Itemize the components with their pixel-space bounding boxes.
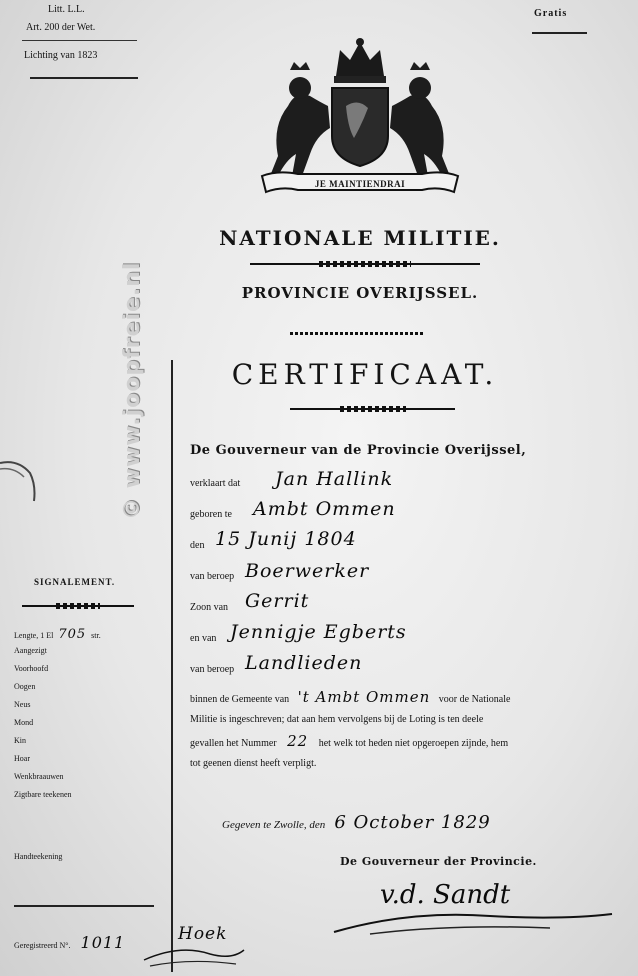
birthplace-handwritten: Ambt Ommen <box>253 498 396 520</box>
divider <box>14 905 154 907</box>
dateline <box>222 812 491 833</box>
gratis-label: Gratis <box>534 8 568 19</box>
sig-hoar: Hoar <box>14 754 30 763</box>
title-provincie: PROVINCIE OVERIJSSEL. <box>241 284 479 302</box>
governor-title: De Gouverneur der Provincie. <box>340 855 537 868</box>
den-label: den <box>190 540 205 551</box>
lengte-unit: str. <box>91 631 101 640</box>
paper-tear-mark <box>0 455 40 505</box>
sig-oogen: Oogen <box>14 682 36 691</box>
parents-occupation-handwritten: Landlieden <box>245 652 363 674</box>
lengte-row <box>14 627 101 642</box>
sig-neus: Neus <box>14 700 31 709</box>
body-line-1 <box>190 689 510 708</box>
body-text: gevallen het Nummer <box>190 738 277 749</box>
divider <box>532 32 587 34</box>
beroep-label: van beroep <box>190 571 235 582</box>
body-text: het welk tot heden niet opgeroepen zijnde, hem <box>318 738 509 749</box>
body-line-4: tot geenen dienst heeft verpligt. <box>190 758 317 769</box>
date-handwritten: 6 October 1829 <box>334 812 491 833</box>
handteekening-label: Handteekening <box>14 852 63 861</box>
zoon-label: Zoon van <box>190 602 229 613</box>
sig-zigtbare-teekenen: Zigtbare teekenen <box>14 790 72 799</box>
lichting-label: Lichting van 1823 <box>24 50 98 61</box>
geregistreerd-row <box>14 933 125 952</box>
geboren-label: geboren te <box>190 509 232 520</box>
lottery-number-handwritten: 22 <box>287 732 309 750</box>
dateline-text: Gegeven te Zwolle, den <box>222 819 326 831</box>
body-line-3 <box>190 733 508 752</box>
ornament-divider <box>22 603 134 609</box>
dashed-divider <box>290 332 425 335</box>
clerk-signature: Hoek <box>178 924 228 944</box>
height-handwritten: 705 <box>58 627 87 642</box>
motto-text: JE MAINTIENDRAI <box>314 179 406 189</box>
column-separator <box>171 360 173 972</box>
geregistreerd-label: Geregistreerd N°. <box>14 941 71 950</box>
municipality-handwritten: 't Ambt Ommen <box>297 688 431 706</box>
father-handwritten: Gerrit <box>245 590 310 612</box>
ornament-divider <box>250 261 480 267</box>
verklaart-label: verklaart dat <box>190 478 241 489</box>
name-handwritten: Jan Hallink <box>275 468 394 490</box>
en-label: en van <box>190 633 217 644</box>
governor-heading: De Gouverneur van de Provincie Overijssel, <box>190 443 527 458</box>
divider <box>22 40 137 41</box>
occupation-handwritten: Boerwerker <box>245 560 370 582</box>
registration-number-handwritten: 1011 <box>80 933 126 952</box>
coat-of-arms <box>258 36 462 196</box>
body-text: binnen de Gemeente van <box>190 694 290 705</box>
birthdate-handwritten: 15 Junij 1804 <box>215 528 357 550</box>
watermark-text: © www.joopfreie.nl <box>120 261 145 520</box>
sig-wenkbraauwen: Wenkbraauwen <box>14 772 64 781</box>
sig-kin: Kin <box>14 736 26 745</box>
governor-signature: v.d. Sandt <box>380 880 511 910</box>
mother-handwritten: Jennigje Egberts <box>230 621 407 643</box>
sig-mond: Mond <box>14 718 34 727</box>
signalement-title: SIGNALEMENT. <box>34 577 116 587</box>
title-certificaat: CERTIFICAAT. <box>231 358 499 391</box>
divider <box>30 77 138 79</box>
clerk-flourish <box>140 940 250 970</box>
ouders-beroep-label: van beroep <box>190 664 235 675</box>
litt-label: Litt. L.L. <box>48 4 85 15</box>
title-nationale-militie: NATIONALE MILITIE. <box>219 226 501 250</box>
sig-aangezigt: Aangezigt <box>14 646 47 655</box>
signature-flourish <box>330 900 620 940</box>
body-line-2: Militie is ingeschreven; dat aan hem vervolgens bij de Loting is ten deele <box>190 714 484 725</box>
lengte-label: Lengte, 1 El <box>14 631 54 640</box>
ornament-divider <box>290 406 455 412</box>
body-text: voor de Nationale <box>438 694 511 705</box>
article-label: Art. 200 der Wet. <box>26 22 96 33</box>
sig-voorhoofd: Voorhoofd <box>14 664 49 673</box>
